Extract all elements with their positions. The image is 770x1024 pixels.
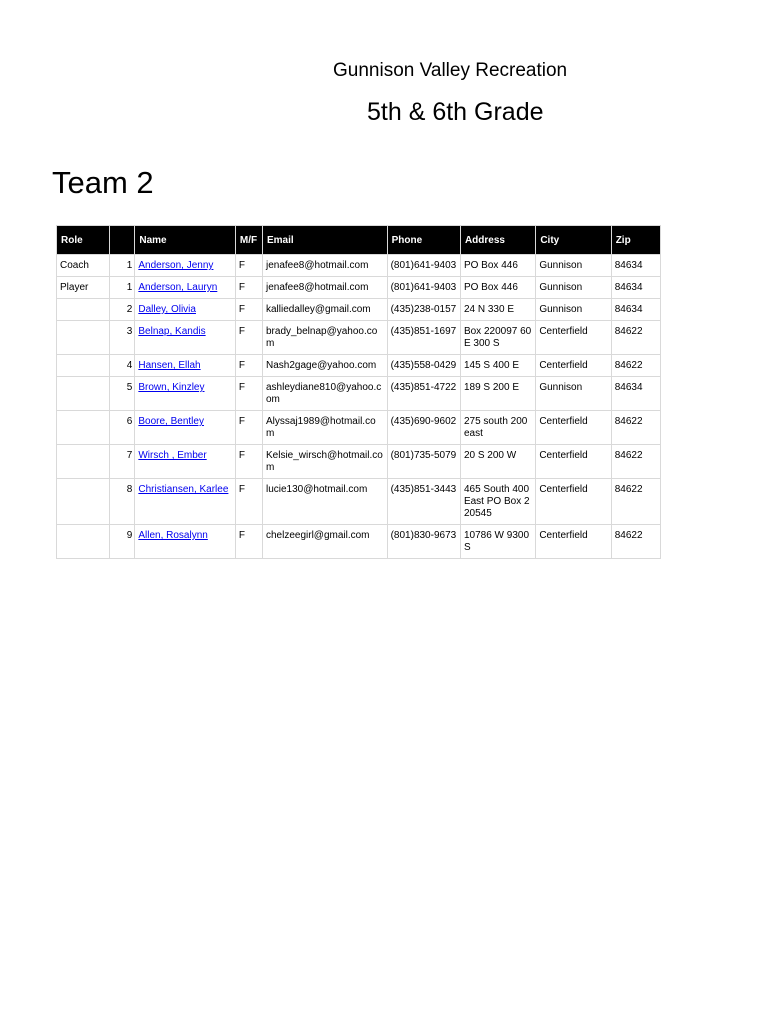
phone-cell: (801)641-9403 — [388, 255, 460, 276]
city-cell: Centerfield — [536, 479, 610, 524]
role-cell — [57, 411, 109, 444]
table-header-row — [57, 226, 660, 254]
table-row — [57, 377, 660, 410]
table-row — [57, 255, 660, 276]
role-cell — [57, 299, 109, 320]
email-cell: ashleydiane810@yahoo.com — [263, 377, 387, 410]
number-cell: 7 — [110, 445, 134, 478]
player-name-link[interactable]: Brown, Kinzley — [138, 382, 205, 393]
table-row — [57, 277, 660, 298]
address-cell: 145 S 400 E — [461, 355, 535, 376]
zip-cell: 84634 — [612, 299, 660, 320]
address-cell: 465 South 400 East PO Box 220545 — [461, 479, 535, 524]
name-cell — [135, 445, 235, 478]
column-header-number — [110, 226, 134, 254]
table-row — [57, 479, 660, 524]
player-name-link[interactable]: Dalley, Olivia — [138, 304, 196, 315]
phone-cell: (801)641-9403 — [388, 277, 460, 298]
column-header-role: Role — [57, 226, 109, 254]
table-row — [57, 355, 660, 376]
player-name-link[interactable]: Hansen, Ellah — [138, 360, 201, 371]
zip-cell: 84634 — [612, 255, 660, 276]
zip-cell: 84622 — [612, 445, 660, 478]
address-cell: 189 S 200 E — [461, 377, 535, 410]
number-cell: 1 — [110, 255, 134, 276]
city-cell: Centerfield — [536, 411, 610, 444]
city-cell: Centerfield — [536, 445, 610, 478]
column-header-zip: Zip — [612, 226, 660, 254]
player-name-link[interactable]: Wirsch , Ember — [138, 450, 207, 461]
number-cell: 4 — [110, 355, 134, 376]
zip-cell: 84622 — [612, 479, 660, 524]
zip-cell: 84622 — [612, 355, 660, 376]
gender-cell: F — [236, 321, 262, 354]
role-cell: Coach — [57, 255, 109, 276]
player-name-link[interactable]: Boore, Bentley — [138, 416, 204, 427]
roster-table — [56, 225, 661, 559]
column-header-city: City — [536, 226, 610, 254]
phone-cell: (801)735-5079 — [388, 445, 460, 478]
address-cell: 24 N 330 E — [461, 299, 535, 320]
grade-title: 5th & 6th Grade — [367, 98, 544, 126]
gender-cell: F — [236, 255, 262, 276]
role-cell — [57, 445, 109, 478]
city-cell: Gunnison — [536, 277, 610, 298]
player-name-link[interactable]: Belnap, Kandis — [138, 326, 206, 337]
role-cell — [57, 355, 109, 376]
name-cell — [135, 299, 235, 320]
city-cell: Gunnison — [536, 255, 610, 276]
number-cell: 8 — [110, 479, 134, 524]
number-cell: 6 — [110, 411, 134, 444]
player-name-link[interactable]: Christiansen, Karlee — [138, 484, 229, 495]
address-cell: Box 220097 60 E 300 S — [461, 321, 535, 354]
email-cell: Kelsie_wirsch@hotmail.com — [263, 445, 387, 478]
city-cell: Gunnison — [536, 377, 610, 410]
organization-title: Gunnison Valley Recreation — [333, 60, 568, 81]
city-cell: Centerfield — [536, 321, 610, 354]
city-cell: Centerfield — [536, 355, 610, 376]
phone-cell: (435)558-0429 — [388, 355, 460, 376]
email-cell: Nash2gage@yahoo.com — [263, 355, 387, 376]
name-cell — [135, 321, 235, 354]
address-cell: 10786 W 9300 S — [461, 525, 535, 558]
number-cell: 5 — [110, 377, 134, 410]
gender-cell: F — [236, 445, 262, 478]
address-cell: 275 south 200 east — [461, 411, 535, 444]
name-cell — [135, 525, 235, 558]
city-cell: Centerfield — [536, 525, 610, 558]
phone-cell: (435)690-9602 — [388, 411, 460, 444]
table-row — [57, 525, 660, 558]
address-cell: 20 S 200 W — [461, 445, 535, 478]
email-cell: chelzeegirl@gmail.com — [263, 525, 387, 558]
column-header-gender: M/F — [236, 226, 262, 254]
phone-cell: (435)851-3443 — [388, 479, 460, 524]
gender-cell: F — [236, 411, 262, 444]
name-cell — [135, 377, 235, 410]
phone-cell: (435)851-1697 — [388, 321, 460, 354]
email-cell: jenafee8@hotmail.com — [263, 255, 387, 276]
table-row — [57, 445, 660, 478]
number-cell: 9 — [110, 525, 134, 558]
email-cell: jenafee8@hotmail.com — [263, 277, 387, 298]
role-cell — [57, 377, 109, 410]
gender-cell: F — [236, 299, 262, 320]
phone-cell: (435)238-0157 — [388, 299, 460, 320]
name-cell — [135, 355, 235, 376]
player-name-link[interactable]: Anderson, Lauryn — [138, 282, 218, 293]
player-name-link[interactable]: Anderson, Jenny — [138, 260, 214, 271]
role-cell — [57, 525, 109, 558]
table-row — [57, 299, 660, 320]
table-row — [57, 321, 660, 354]
gender-cell: F — [236, 355, 262, 376]
gender-cell: F — [236, 525, 262, 558]
gender-cell: F — [236, 277, 262, 298]
email-cell: Alyssaj1989@hotmail.com — [263, 411, 387, 444]
number-cell: 3 — [110, 321, 134, 354]
column-header-phone: Phone — [388, 226, 460, 254]
zip-cell: 84622 — [612, 321, 660, 354]
city-cell: Gunnison — [536, 299, 610, 320]
name-cell — [135, 479, 235, 524]
gender-cell: F — [236, 479, 262, 524]
address-cell: PO Box 446 — [461, 277, 535, 298]
name-cell — [135, 277, 235, 298]
zip-cell: 84622 — [612, 411, 660, 444]
email-cell: kalliedalley@gmail.com — [263, 299, 387, 320]
number-cell: 2 — [110, 299, 134, 320]
column-header-address: Address — [461, 226, 535, 254]
zip-cell: 84634 — [612, 377, 660, 410]
column-header-name: Name — [135, 226, 235, 254]
number-cell: 1 — [110, 277, 134, 298]
role-cell — [57, 479, 109, 524]
column-header-email: Email — [263, 226, 387, 254]
zip-cell: 84634 — [612, 277, 660, 298]
table-row — [57, 411, 660, 444]
role-cell — [57, 321, 109, 354]
name-cell — [135, 411, 235, 444]
email-cell: brady_belnap@yahoo.com — [263, 321, 387, 354]
phone-cell: (435)851-4722 — [388, 377, 460, 410]
address-cell: PO Box 446 — [461, 255, 535, 276]
team-title: Team 2 — [52, 165, 154, 200]
gender-cell: F — [236, 377, 262, 410]
email-cell: lucie130@hotmail.com — [263, 479, 387, 524]
phone-cell: (801)830-9673 — [388, 525, 460, 558]
role-cell: Player — [57, 277, 109, 298]
zip-cell: 84622 — [612, 525, 660, 558]
player-name-link[interactable]: Allen, Rosalynn — [138, 530, 208, 541]
name-cell — [135, 255, 235, 276]
